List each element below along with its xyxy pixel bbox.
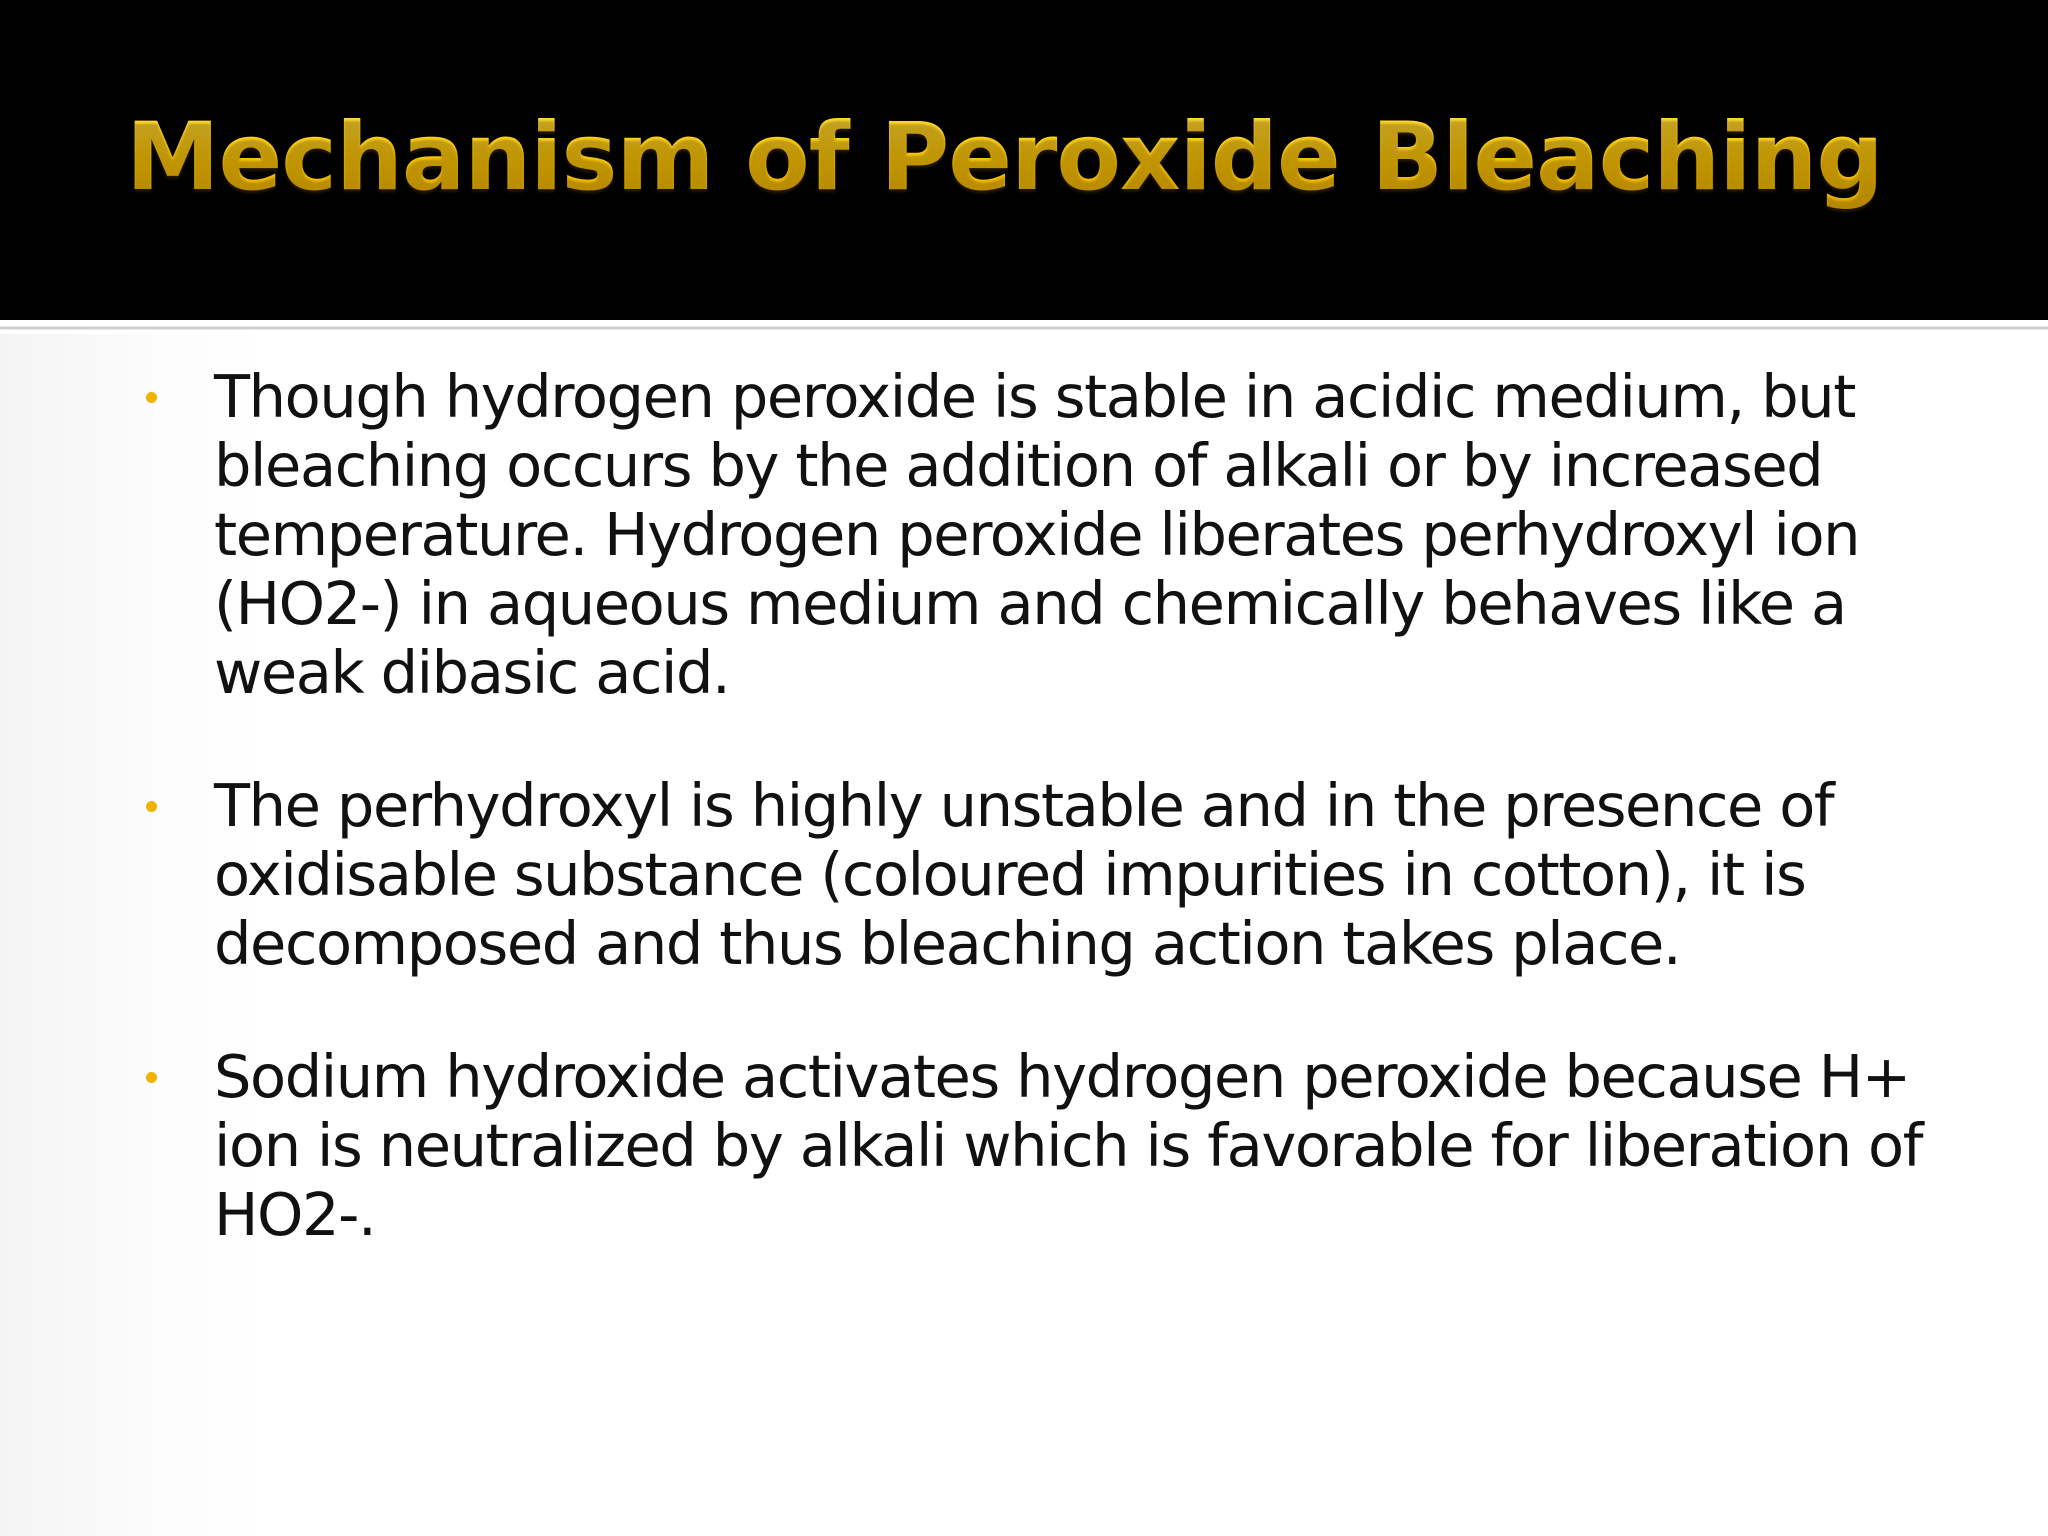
- bullet-marker-icon: [146, 392, 157, 403]
- bullet-marker-icon: [146, 1072, 157, 1083]
- bullet-item: [140, 362, 2000, 707]
- bullet-item: [140, 1042, 2000, 1249]
- slide-title: Mechanism of Peroxide Bleaching: [126, 98, 2006, 218]
- bullet-item: [140, 771, 2000, 978]
- bullet-marker-icon: [146, 801, 157, 812]
- title-bar: [0, 0, 2048, 320]
- bullet-text: Sodium hydroxide activates hydrogen peroxide because H+ ion is neutralized by alkali which is favorable for liberation of HO2-.: [214, 1042, 1923, 1249]
- bullet-text: The perhydroxyl is highly unstable and in the presence of oxidisable substance (coloured impurities in cotton), it is decomposed and thus bleaching action takes place.: [214, 771, 1834, 978]
- bullet-list: [140, 362, 2000, 1313]
- bullet-text: Though hydrogen peroxide is stable in acidic medium, but bleaching occurs by the addition of alkali or by increased temperature. Hydrogen peroxide liberates perhydroxyl ion (HO2-) in aqueous medium and chemically behaves like a weak dibasic acid.: [214, 362, 1860, 707]
- title-divider: [0, 320, 2048, 334]
